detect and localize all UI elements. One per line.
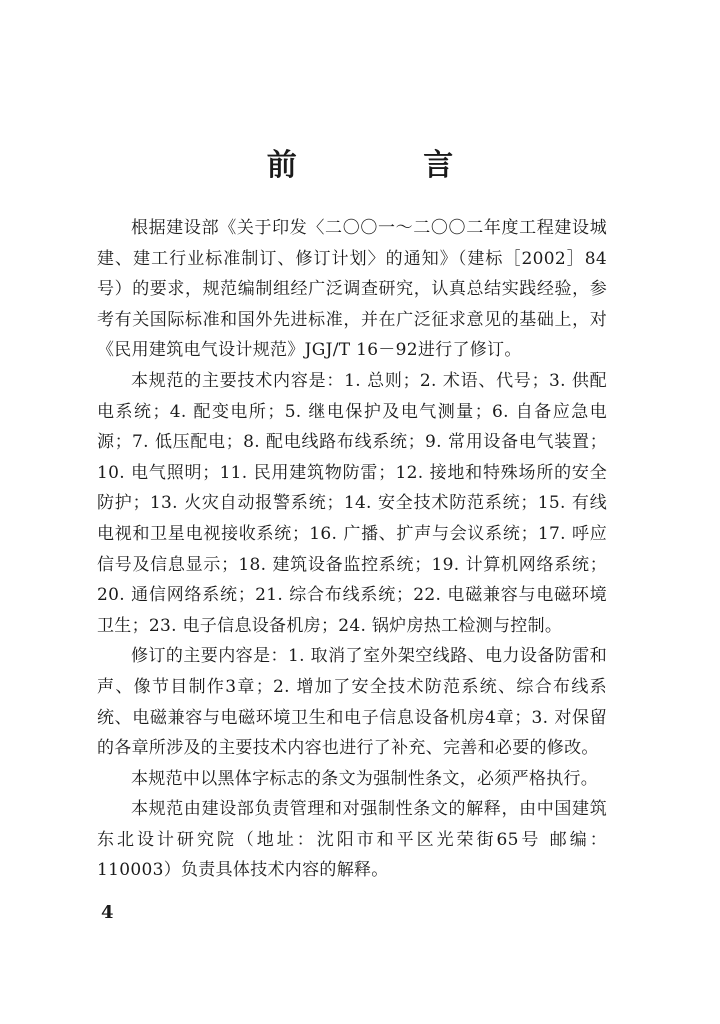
paragraph-mandatory-clauses: 本规范中以黑体字标志的条文为强制性条文，必须严格执行。: [131, 768, 599, 789]
preface-body: [97, 213, 607, 886]
paragraph-revisions: 修订的主要内容是：1. 取消了室外架空线路、电力设备防雷和声、像节目制作3章；2. 增加了安全技术防范系统、综合布线系统、电磁兼容与电磁环境卫生和电子信息设备机房4章；3. 对保留的各章所涉及的主要技术内容也进行了补充、完善和必要的修改。: [97, 646, 607, 759]
paragraph-main-contents: 本规范的主要技术内容是：1. 总则；2. 术语、代号；3. 供配电系统；4. 配变电所；5. 继电保护及电气测量；6. 自备应急电源；7. 低压配电；8. 配电线路布线系统；9. 常用设备电气装置；10. 电气照明；11. 民用建筑物防雷；12. 接地和特殊场所的安全防护；13. 火灾自动报警系统；14. 安全技术防范系统；15. 有线电视和卫星电视接收系统；16. 广播、扩声与会议系统；17. 呼应信号及信息显示；18. 建筑设备监控系统；19. 计算机网络系统；20. 通信网络系统；21. 综合布线系统；22. 电磁兼容与电磁环境卫生；23. 电子信息设备机房；24. 锅炉房热工检测与控制。: [97, 370, 607, 636]
paragraph-background: 根据建设部《关于印发〈二〇〇一～二〇〇二年度工程建设城建、建工行业标准制订、修订计划〉的通知》（建标［2002］84号）的要求，规范编制组经广泛调查研究，认真总结实践经验，参考有关国际标准和国外先进标准，并在广泛征求意见的基础上，对《民用建筑电气设计规范》JGJ/T 16－92进行了修订。: [97, 218, 607, 361]
page-number: 4: [101, 902, 114, 923]
page-title: 前 言: [266, 148, 512, 183]
paragraph-management: 本规范由建设部负责管理和对强制性条文的解释，由中国建筑东北设计研究院（地址：沈阳市和平区光荣街65号 邮编：110003）负责具体技术内容的解释。: [97, 799, 607, 881]
